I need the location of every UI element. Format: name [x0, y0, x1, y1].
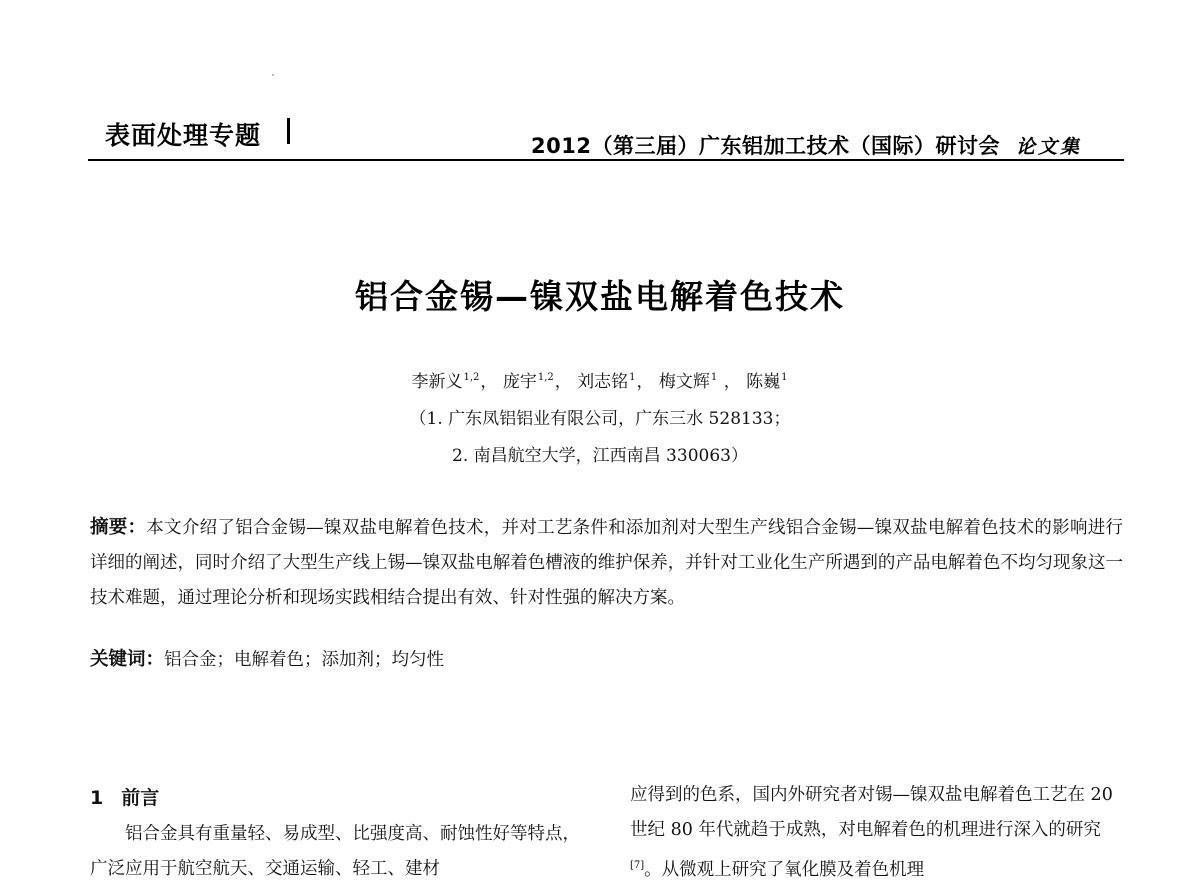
author-affil-sup: 1 — [781, 372, 788, 383]
author-name: 刘志铭 — [577, 372, 629, 392]
author-name: 庞宇 — [502, 372, 537, 392]
author-affil-sup: 1 — [710, 372, 718, 383]
body-text: 应得到的色系，国内外研究者对锡—镍双盐电解着色工艺在 20 世纪 80 年代就趋于成熟，对电解着色的机理进行深入的研究 — [630, 785, 1113, 840]
section-label: 表面处理专题 — [105, 121, 262, 150]
author-list: 李新义$^{1,2}$， 庞宇$^{1,2}$， 刘志铭$^1$， 梅文辉$^1$ ， 陈巍$^1$ — [411, 372, 788, 392]
keywords-label: 关键词： — [90, 649, 165, 670]
body-left-column: 铝合金具有重量轻、易成型、比强度高、耐蚀性好等特点，广泛应用于航空航天、交通运输、轻工、建材 — [90, 824, 580, 879]
author-affil-sup: 1 — [629, 372, 636, 383]
author-affil-sup: 1,2 — [463, 372, 480, 383]
keywords-text: 铝合金；电解着色；添加剂；均匀性 — [164, 650, 445, 670]
paper-title: 铝合金锡—镍双盐电解着色技术 — [355, 277, 845, 316]
citation-ref: [7] — [630, 860, 645, 871]
body-right-column — [630, 778, 1126, 888]
author-affil-sup: 1,2 — [537, 372, 554, 383]
section-title: 前言 — [121, 787, 160, 809]
body-text: 。从微观上研究了氧化膜及着色机理 — [644, 860, 925, 880]
author-name: 陈巍 — [746, 372, 781, 392]
collection-label: 论文集 — [1015, 136, 1082, 158]
abstract — [90, 510, 1123, 616]
abstract-text: 本文介绍了铝合金锡—镍双盐电解着色技术，并对工艺条件和添加剂对大型生产线铝合金锡—镍双盐电解着色技术的影响进行详细的阐述，同时介绍了大型生产线上锡—镍双盐电解着色槽液的维护保养，并针对工业化生产所遇到的产品电解着色不均匀现象这一技术难题，通过理论分析和现场实践相结合提出有效、针对性强的解决方案。 — [90, 518, 1123, 608]
affiliation-line: （1. 广东凤铝铝业有限公司，广东三水 528133； — [409, 409, 791, 429]
header-rule — [88, 159, 1124, 161]
keywords — [90, 645, 444, 671]
section-heading — [90, 783, 159, 810]
abstract-label: 摘要： — [90, 517, 147, 538]
conference-title: 2012（第三届）广东铝加工技术（国际）研讨会 — [531, 134, 1000, 158]
section-number: 1 — [90, 787, 104, 809]
header-divider — [287, 118, 290, 144]
scan-speck — [272, 74, 274, 76]
running-header — [531, 130, 1082, 160]
author-name: 李新义 — [411, 372, 463, 392]
affiliation-line: 2. 南昌航空大学，江西南昌 330063） — [452, 446, 748, 466]
author-name: 梅文辉 — [658, 372, 710, 392]
